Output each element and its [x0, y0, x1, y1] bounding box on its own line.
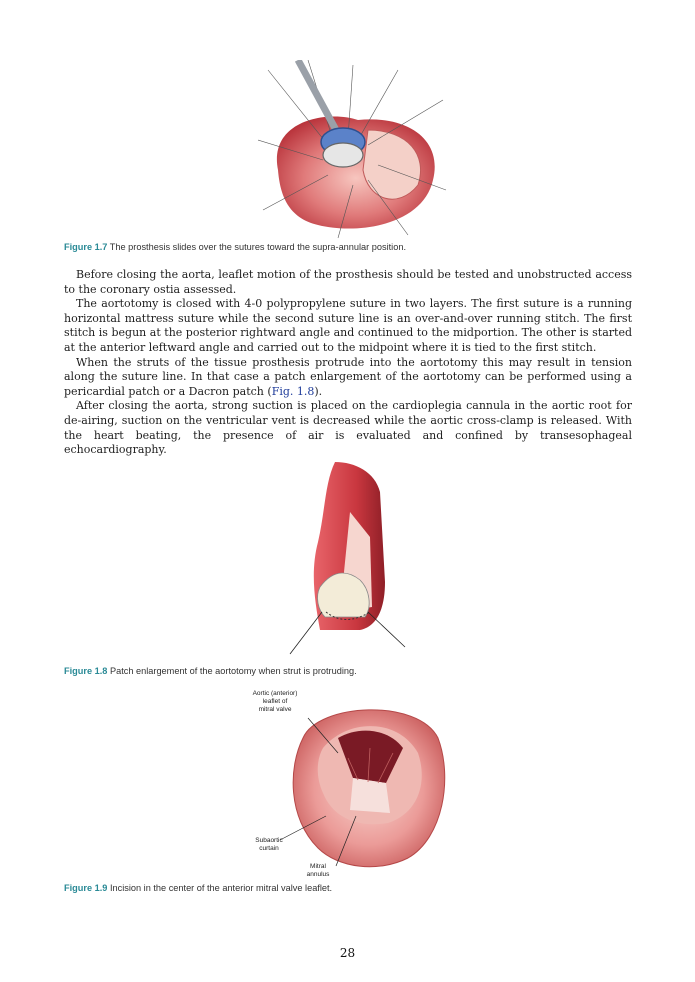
- mitral-annulus-label: Mitral annulus: [306, 863, 330, 878]
- figure-1-7-illustration: [258, 60, 448, 240]
- aortic-leaflet-label: Aortic (anterior) leaflet of mitral valve: [252, 690, 298, 713]
- figure-1-9-illustration: [278, 698, 458, 880]
- paragraph: After closing the aorta, strong suction is placed on the cardioplegia cannula in the aortic root for de-airing, suction on the ventricular vent is decreased while the aortic cross-clamp is released. With the heart beating, the presence of air is evaluated and confined by transesophageal echocardiography.: [64, 399, 632, 457]
- figure-number: Figure 1.9: [64, 883, 108, 893]
- figure-1-8-caption: [64, 666, 357, 676]
- figure-1-7-caption: [64, 242, 406, 252]
- paragraph-text: ).: [314, 384, 323, 398]
- paragraph: The aortotomy is closed with 4-0 polypropylene suture in two layers. The first suture is a running horizontal mattress suture while the second suture line is an over-and-over running stitch. The first stitch is begun at the posterior rightward angle and continued to the midportion. The other is started at the anterior leftward angle and carried out to the midpoint where it is tied to the first stitch.: [64, 297, 632, 354]
- caption-text: The prosthesis slides over the sutures toward the supra-annular position.: [109, 242, 406, 252]
- paragraph: [64, 356, 632, 400]
- subaortic-curtain-label: Subaortic curtain: [255, 837, 283, 852]
- figure-number: Figure 1.8: [64, 666, 108, 676]
- caption-text: Patch enlargement of the aortotomy when strut is protruding.: [109, 666, 357, 676]
- figure-1-9-caption: [64, 883, 332, 893]
- paragraph-text: When the struts of the tissue prosthesis protrude into the aortotomy this may result in tension along the suture line. In that case a patch enlargement of the aortotomy can be performed using a pericardial patch or a Dacron patch (: [64, 355, 632, 398]
- figure-1-8-illustration: [280, 462, 410, 657]
- paragraph: Before closing the aorta, leaflet motion of the prosthesis should be tested and unobstructed access to the coronary ostia assessed.: [64, 268, 632, 296]
- figure-number: Figure 1.7: [64, 242, 108, 252]
- body-text: [64, 268, 632, 458]
- page-number: 28: [339, 946, 356, 960]
- figure-reference-link[interactable]: Fig. 1.8: [271, 384, 315, 398]
- caption-text: Incision in the center of the anterior mitral valve leaflet.: [109, 883, 333, 893]
